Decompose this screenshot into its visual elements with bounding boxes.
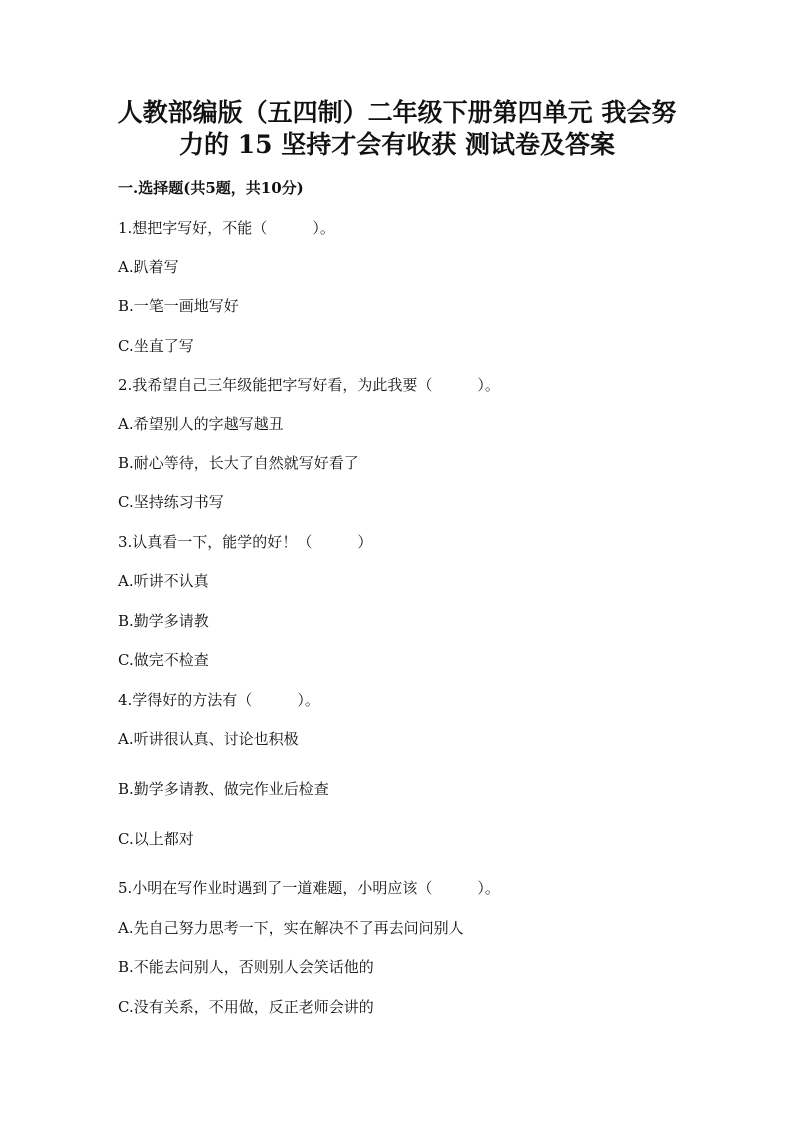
question-1-stem: 1.想把字写好，不能（ ）。 (118, 219, 335, 237)
question-5-option-c: C.没有关系，不用做，反正老师会讲的 (118, 998, 374, 1016)
question-1-option-a: A.趴着写 (118, 258, 179, 276)
question-2-option-a: A.希望别人的字越写越丑 (118, 415, 284, 433)
question-3-option-a: A.听讲不认真 (118, 572, 209, 590)
page-title-line-2: 力的 15 坚持才会有收获 测试卷及答案 (179, 130, 615, 159)
question-5-option-a: A.先自己努力思考一下，实在解决不了再去问问别人 (118, 919, 464, 937)
page-title-line-1: 人教部编版（五四制）二年级下册第四单元 我会努 (117, 98, 677, 127)
question-4-option-c: C.以上都对 (118, 830, 194, 848)
question-2-option-b: B.耐心等待，长大了自然就写好看了 (118, 454, 359, 472)
question-2-stem: 2.我希望自己三年级能把字写好看，为此我要（ ）。 (118, 376, 500, 394)
section-heading: 一.选择题(共5题，共10分) (118, 179, 304, 197)
question-5-option-b: B.不能去问别人，否则别人会笑话他的 (118, 958, 374, 976)
question-2-option-c: C.坚持练习书写 (118, 493, 224, 511)
question-3-stem: 3.认真看一下，能学的好！（ ） (118, 533, 373, 551)
question-4-stem: 4.学得好的方法有（ ）。 (118, 691, 320, 709)
question-5-stem: 5.小明在写作业时遇到了一道难题，小明应该（ ）。 (118, 879, 500, 897)
question-4-option-a: A.听讲很认真、讨论也积极 (118, 730, 299, 748)
question-4-option-b: B.勤学多请教、做完作业后检查 (118, 780, 329, 798)
question-1-option-c: C.坐直了写 (118, 337, 194, 355)
question-3-option-c: C.做完不检查 (118, 651, 209, 669)
question-1-option-b: B.一笔一画地写好 (118, 297, 239, 315)
question-3-option-b: B.勤学多请教 (118, 612, 209, 630)
